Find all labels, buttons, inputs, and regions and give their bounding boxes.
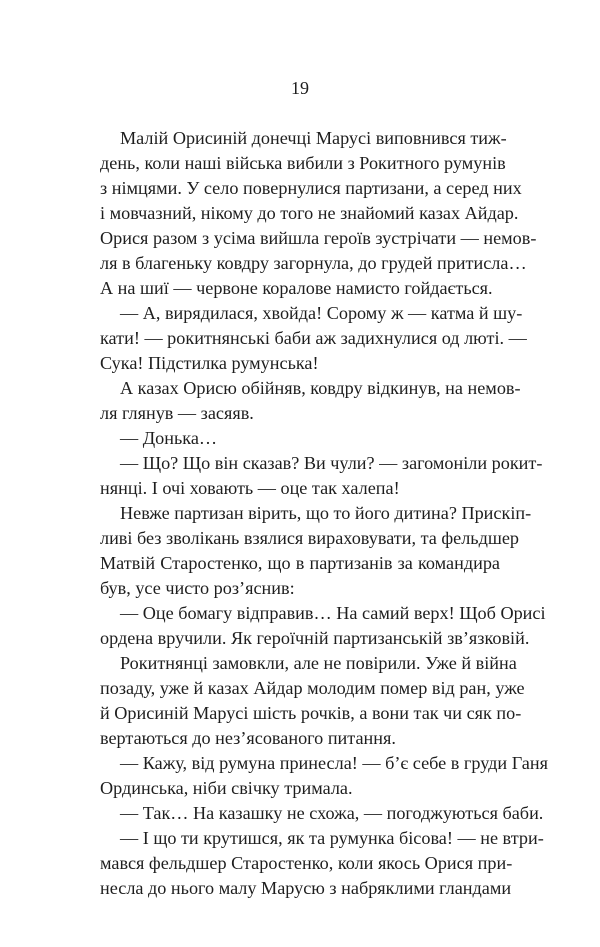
body-text bbox=[100, 126, 548, 901]
text-line: — Донька… bbox=[120, 428, 218, 448]
text-line: ордена вручили. Як героїчній партизанській зв’язковій. bbox=[100, 628, 530, 648]
paragraph bbox=[100, 751, 548, 801]
paragraph bbox=[100, 801, 544, 826]
text-line: Орися разом з усіма вийшла героїв зустрічати — немов- bbox=[100, 228, 537, 248]
paragraph bbox=[100, 451, 543, 501]
text-line: — А, вирядилася, хвойда! Сорому ж — катма й шу- bbox=[120, 303, 523, 323]
text-line: — Так… На казашку не схожа, — погоджуються баби. bbox=[120, 803, 544, 823]
paragraph bbox=[100, 826, 544, 901]
paragraph bbox=[100, 501, 532, 601]
text-line: позаду, уже й казах Айдар молодим помер від ран, уже bbox=[100, 678, 525, 698]
text-line: Невже партизан вірить, що то його дитина? Прискіп- bbox=[120, 503, 532, 523]
text-line: Матвій Старостенко, що в партизанів за командира bbox=[100, 553, 500, 573]
text-line: був, усе чисто роз’яснив: bbox=[100, 578, 295, 598]
text-line: А казах Орисю обійняв, ковдру відкинув, на немов- bbox=[120, 378, 521, 398]
text-line: і мовчазний, нікому до того не знайомий казах Айдар. bbox=[100, 203, 519, 223]
paragraph bbox=[100, 126, 537, 301]
text-line: ля глянув — засяяв. bbox=[100, 403, 254, 423]
text-line: — Кажу, від румуна принесла! — б’є себе в груди Ганя bbox=[120, 753, 548, 773]
text-line: й Орисиній Марусі шість рочків, а вони так чи сяк по- bbox=[100, 703, 522, 723]
page-number: 19 bbox=[291, 78, 309, 98]
text-line: кати! — рокитнянські баби аж задихнулися од люті. — bbox=[100, 328, 527, 348]
text-line: несла до нього малу Марусю з набряклими гландами bbox=[100, 878, 512, 898]
text-line: Малій Орисиній донечці Марусі виповнився тиж- bbox=[120, 128, 507, 148]
text-line: день, коли наші війська вибили з Рокитного румунів bbox=[100, 153, 506, 173]
text-line: ливі без зволікань взялися вираховувати, та фельдшер bbox=[100, 528, 520, 548]
text-line: з німцями. У село повернулися партизани, а серед них bbox=[100, 178, 522, 198]
text-line: Рокитнянці замовкли, але не повірили. Уже й війна bbox=[120, 653, 517, 673]
text-line: — Що? Що він сказав? Ви чули? — загомоніли рокит- bbox=[120, 453, 543, 473]
text-line: — І що ти крутишся, як та румунка бісова! — не втри- bbox=[120, 828, 544, 848]
paragraph bbox=[100, 651, 525, 751]
text-line: мався фельдшер Старостенко, коли якось Орися при- bbox=[100, 853, 513, 873]
text-line: Ординська, ніби свічку тримала. bbox=[100, 778, 353, 798]
text-line: вертаються до нез’ясованого питання. bbox=[100, 728, 396, 748]
text-line: — Оце бомагу відправив… На самий верх! Щоб Орисі bbox=[120, 603, 546, 623]
paragraph bbox=[100, 601, 546, 651]
paragraph bbox=[100, 301, 527, 376]
text-line: нянці. І очі ховають — оце так халепа! bbox=[100, 478, 400, 498]
text-line: А на шиї — червоне коралове намисто гойдається. bbox=[100, 278, 493, 298]
paragraph bbox=[100, 426, 500, 451]
paragraph bbox=[100, 376, 521, 426]
text-line: ля в благеньку ковдру загорнула, до грудей притисла… bbox=[100, 253, 527, 273]
text-line: Сука! Підстилка румунська! bbox=[100, 353, 319, 373]
